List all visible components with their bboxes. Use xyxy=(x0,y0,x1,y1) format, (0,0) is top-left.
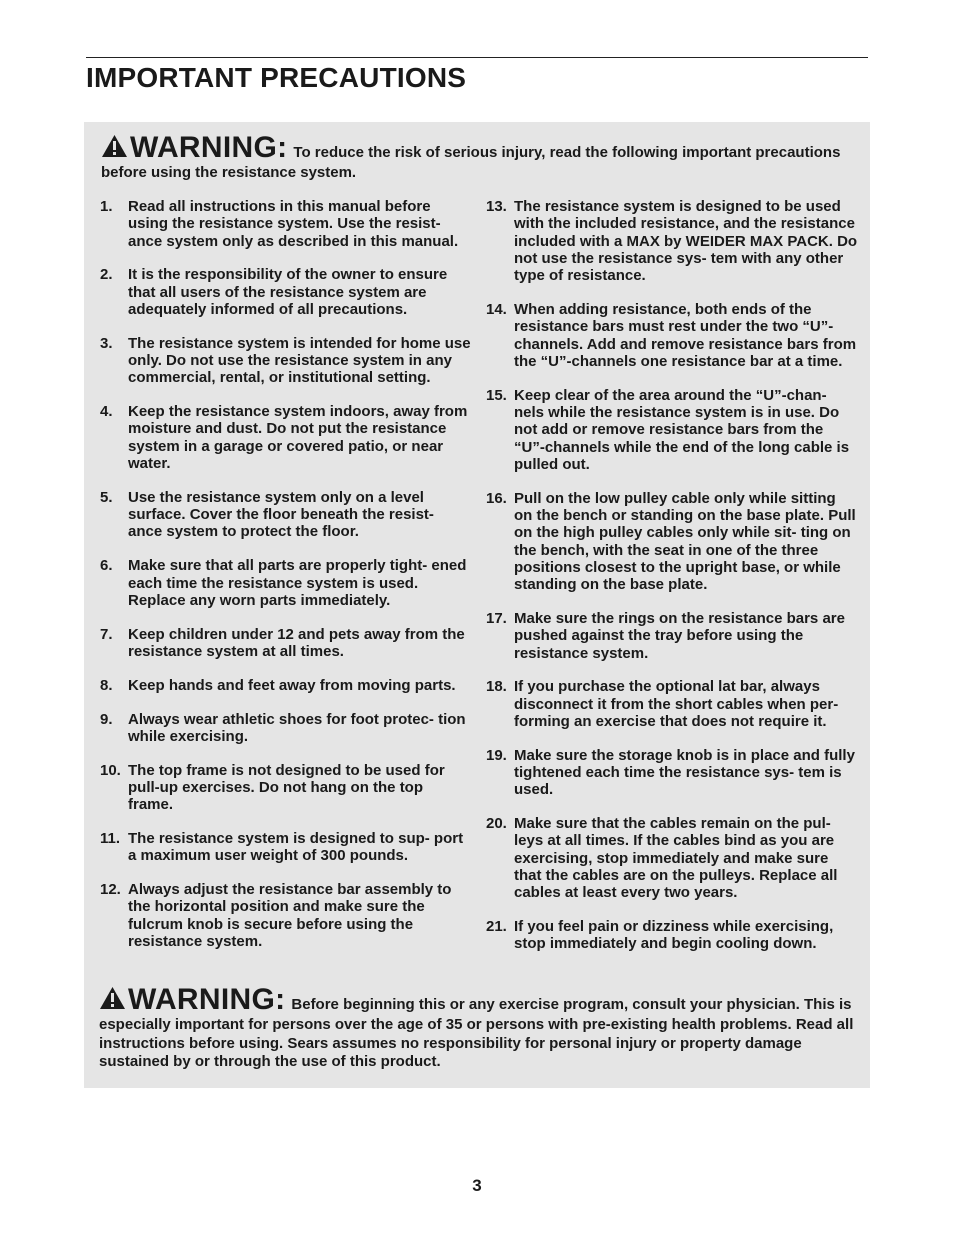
item-number: 6. xyxy=(100,557,113,575)
top-rule xyxy=(86,57,868,58)
item-number: 9. xyxy=(100,710,113,728)
item-text: Make sure the storage knob is in place and fully tightened each time the resistance sys- tem is used. xyxy=(514,746,855,799)
precautions-column-right xyxy=(486,198,858,969)
precaution-item-14 xyxy=(486,301,858,370)
precaution-item-18 xyxy=(486,678,858,730)
item-text: It is the responsibility of the owner to ensure that all users of the resistance system are adequately informed of all precautions. xyxy=(128,266,448,318)
precaution-item-2 xyxy=(100,266,472,318)
warning-physician xyxy=(99,984,864,1072)
item-text: Always adjust the resistance bar assembly to the horizontal position and make sure the fulcrum knob is secure before using the resistance system. xyxy=(128,881,452,950)
precaution-item-4 xyxy=(100,403,472,472)
item-number: 15. xyxy=(486,386,507,404)
item-number: 19. xyxy=(486,746,507,764)
item-number: 17. xyxy=(486,609,507,627)
precaution-item-17 xyxy=(486,610,858,662)
item-text: The resistance system is intended for home use only. Do not use the resistance system in any commercial, rental, or institutional setting. xyxy=(128,334,471,387)
precaution-item-3 xyxy=(100,335,472,387)
warning-intro-text: To reduce the risk of serious injury, read the following important precautions before using the resistance system. xyxy=(101,144,841,181)
item-text: Keep children under 12 and pets away from the resistance system at all times. xyxy=(128,625,465,660)
item-text: Pull on the low pulley cable only while sitting on the bench or standing on the base plate. Pull on the high pulley cables only while sit- ting on the bench, with the seat in one of the three positions closest to the upright base, or while standing on the base plate. xyxy=(514,489,856,594)
warning-physician-text: Before beginning this or any exercise program, consult your physician. This is especially important for persons over the age of 35 or persons with pre-existing health problems. Read all instructions before using. Sears assumes no responsibility for personal injury or property damage sustained by or through the use of this product. xyxy=(99,996,854,1070)
item-text: If you purchase the optional lat bar, always disconnect it from the short cables when per- forming an exercise that does not require it. xyxy=(514,678,839,730)
item-number: 3. xyxy=(100,334,113,352)
item-number: 11. xyxy=(100,830,121,848)
item-number: 7. xyxy=(100,625,113,643)
precaution-item-5 xyxy=(100,489,472,541)
item-text: The resistance system is designed to sup- port a maximum user weight of 300 pounds. xyxy=(128,830,464,865)
item-number: 10. xyxy=(100,761,121,779)
item-text: The resistance system is designed to be used with the included resistance, and the resistance included with a MAX by WEIDER MAX PACK. Do not use the resistance sys- tem with any other type of resistance. xyxy=(514,198,858,285)
page-title: IMPORTANT PRECAUTIONS xyxy=(86,62,467,93)
item-text: Keep clear of the area around the “U”-chan- nels while the resistance system is in use. Do not add or remove resistance bars from the “U”-channels while the end of the long cable is pulled out. xyxy=(514,386,850,473)
item-text: Always wear athletic shoes for foot protec- tion while exercising. xyxy=(128,710,466,745)
precaution-item-1 xyxy=(100,198,472,250)
precaution-item-13 xyxy=(486,198,858,284)
warning-triangle-icon xyxy=(99,986,126,1010)
precaution-item-9 xyxy=(100,711,472,746)
item-number: 14. xyxy=(486,300,507,318)
item-text: If you feel pain or dizziness while exercising, stop immediately and begin cooling down. xyxy=(514,918,834,953)
precaution-item-10 xyxy=(100,762,472,814)
item-number: 4. xyxy=(100,403,113,421)
item-number: 21. xyxy=(486,918,507,936)
warning-label: WARNING: xyxy=(130,131,288,164)
item-number: 12. xyxy=(100,881,121,899)
precaution-item-8 xyxy=(100,677,472,694)
precaution-item-7 xyxy=(100,626,472,661)
item-text: Make sure that all parts are properly tight- ened each time the resistance system is used. Replace any worn parts immediately. xyxy=(128,557,467,609)
item-number: 20. xyxy=(486,815,507,833)
warning-intro xyxy=(101,132,861,183)
item-number: 8. xyxy=(100,676,113,694)
precautions-panel xyxy=(84,122,870,1088)
precautions-column-left xyxy=(100,198,472,967)
precaution-item-20 xyxy=(486,815,858,901)
item-number: 5. xyxy=(100,488,113,506)
item-number: 18. xyxy=(486,678,507,696)
warning-triangle-icon xyxy=(101,134,128,158)
precaution-item-19 xyxy=(486,747,858,799)
warning-label: WARNING: xyxy=(128,983,286,1016)
precaution-item-15 xyxy=(486,387,858,473)
item-text: Keep hands and feet away from moving parts. xyxy=(128,676,456,694)
precaution-item-16 xyxy=(486,490,858,594)
item-text: The top frame is not designed to be used for pull-up exercises. Do not hang on the top frame. xyxy=(128,761,445,814)
item-number: 13. xyxy=(486,198,507,215)
item-text: Use the resistance system only on a level surface. Cover the floor beneath the resist- ance system to protect the floor. xyxy=(128,488,434,541)
item-text: Make sure the rings on the resistance bars are pushed against the tray before using the resistance system. xyxy=(514,609,845,662)
precaution-item-21 xyxy=(486,918,858,953)
precaution-item-6 xyxy=(100,557,472,609)
precaution-item-11 xyxy=(100,830,472,865)
item-text: Keep the resistance system indoors, away from moisture and dust. Do not put the resistance system in a garage or covered patio, or near water. xyxy=(128,403,468,473)
item-number: 16. xyxy=(486,489,507,507)
item-number: 1. xyxy=(100,198,113,215)
item-text: Make sure that the cables remain on the pul- leys at all times. If the cables bind as you are exercising, stop immediately and make sure that the cables are on the pulleys. Replace all cables at least every two years. xyxy=(514,815,838,902)
item-text: When adding resistance, both ends of the resistance bars must rest under the two “U”- channels. Add and remove resistance bars from the “U”-channels one resistance bar at a time. xyxy=(514,300,857,370)
item-number: 2. xyxy=(100,266,113,284)
item-text: Read all instructions in this manual before using the resistance system. Use the resist- ance system only as described in this manual. xyxy=(128,198,459,250)
precaution-item-12 xyxy=(100,881,472,950)
page-number: 3 xyxy=(472,1176,482,1195)
